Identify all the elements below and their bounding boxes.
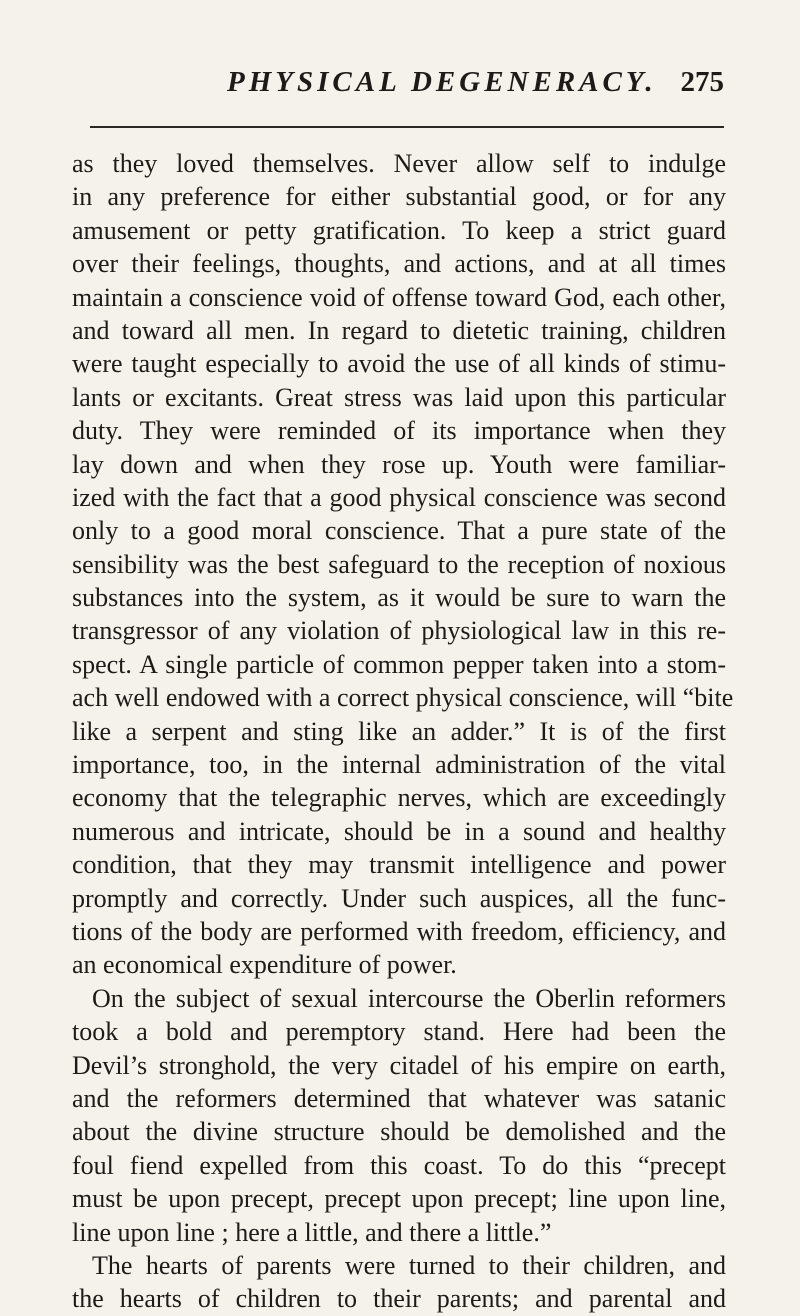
text-line: in any preference for either substantial good, or for any — [72, 182, 726, 212]
text-line: must be upon precept, precept upon precept; line upon line, — [72, 1184, 726, 1214]
text-line: like a serpent and sting like an adder.” It is of the first — [72, 716, 726, 746]
text-line: the hearts of children to their parents; and parental and — [72, 1284, 726, 1314]
text-line: were taught especially to avoid the use of all kinds of stimu- — [72, 349, 726, 379]
text-line: ach well endowed with a correct physical conscience, will “bite — [72, 683, 734, 713]
paragraph-start-line: On the subject of sexual intercourse the Oberlin reformers — [92, 983, 726, 1013]
text-line: promptly and correctly. Under such auspices, all the func- — [72, 883, 726, 913]
paragraph-end-line: line upon line ; here a little, and there a little.” — [72, 1217, 552, 1247]
paragraph-start-line: The hearts of parents were turned to their children, and — [92, 1250, 726, 1280]
text-line: economy that the telegraphic nerves, which are exceedingly — [72, 783, 726, 813]
text-line: ized with the fact that a good physical conscience was second — [72, 482, 726, 512]
text-line: only to a good moral conscience. That a pure state of the — [72, 516, 726, 546]
text-line: substances into the system, as it would be sure to warn the — [72, 583, 726, 613]
text-line: transgressor of any violation of physiological law in this re- — [72, 616, 726, 646]
text-line: condition, that they may transmit intelligence and power — [72, 850, 726, 880]
text-line: and the reformers determined that whatever was satanic — [72, 1083, 726, 1113]
text-line: tions of the body are performed with freedom, efficiency, and — [72, 916, 726, 946]
text-line: importance, too, in the internal administration of the vital — [72, 750, 726, 780]
text-line: duty. They were reminded of its importance when they — [72, 416, 726, 446]
text-line: Devil’s stronghold, the very citadel of his empire on earth, — [72, 1050, 726, 1080]
header-rule — [90, 126, 724, 128]
text-line: and toward all men. In regard to dietetic training, children — [72, 315, 726, 345]
text-line: lay down and when they rose up. Youth were familiar- — [72, 449, 726, 479]
text-line: maintain a conscience void of offense toward God, each other, — [72, 282, 726, 312]
text-line: about the divine structure should be demolished and the — [72, 1117, 726, 1147]
body-text — [72, 147, 734, 1316]
text-line: as they loved themselves. Never allow self to indulge — [72, 149, 726, 178]
text-line: over their feelings, thoughts, and actions, and at all times — [72, 249, 726, 279]
text-line: foul fiend expelled from this coast. To do this “precept — [72, 1150, 726, 1180]
running-head — [72, 64, 730, 104]
text-line: spect. A single particle of common pepper taken into a stom- — [72, 649, 726, 679]
page-number: 275 — [680, 66, 724, 98]
text-line: took a bold and peremptory stand. Here had been the — [72, 1017, 726, 1047]
text-line: numerous and intricate, should be in a sound and healthy — [72, 816, 726, 846]
running-title: PHYSICAL DEGENERACY. — [227, 66, 657, 98]
text-line: amusement or petty gratification. To keep a strict guard — [72, 215, 726, 245]
text-line: lants or excitants. Great stress was laid upon this particular — [72, 382, 726, 412]
paragraph-end-line: an economical expenditure of power. — [72, 950, 457, 980]
text-line: sensibility was the best safeguard to the reception of noxious — [72, 549, 726, 579]
